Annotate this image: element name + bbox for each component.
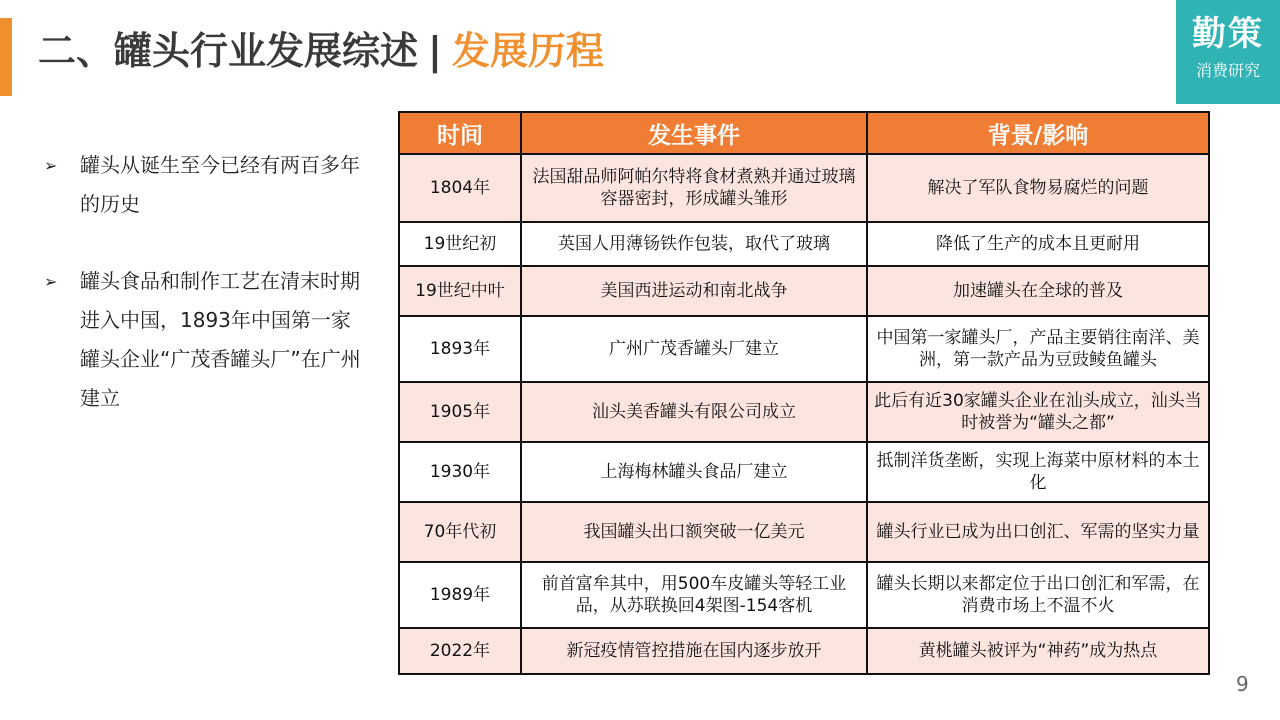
cell-time: 1905年: [399, 382, 521, 442]
title-main: 二、罐头行业发展综述: [38, 29, 419, 73]
cell-time: 2022年: [399, 628, 521, 674]
history-table: [398, 111, 1210, 675]
header-impact: 背景/影响: [867, 112, 1209, 154]
cell-impact: 此后有近30家罐头企业在汕头成立，汕头当时被誉为“罐头之都”: [867, 382, 1209, 442]
bullet-list: [44, 146, 364, 456]
table-row: [399, 266, 1209, 316]
logo-tagline: 消费研究: [1195, 61, 1260, 80]
cell-impact: 中国第一家罐头厂，产品主要销往南洋、美洲，第一款产品为豆豉鲮鱼罐头: [867, 316, 1209, 382]
header-event: 发生事件: [521, 112, 867, 154]
cell-event: 我国罐头出口额突破一亿美元: [521, 502, 867, 562]
brand-logo: [1176, 0, 1280, 104]
cell-impact: 加速罐头在全球的普及: [867, 266, 1209, 316]
cell-event: 广州广茂香罐头厂建立: [521, 316, 867, 382]
table-row: [399, 222, 1209, 266]
cell-event: 美国西进运动和南北战争: [521, 266, 867, 316]
title-subtitle: 发展历程: [451, 29, 604, 73]
page-title: [38, 26, 604, 76]
cell-impact: 黄桃罐头被评为“神药”成为热点: [867, 628, 1209, 674]
cell-event: 新冠疫情管控措施在国内逐步放开: [521, 628, 867, 674]
header-time: 时间: [399, 112, 521, 154]
table-row: [399, 628, 1209, 674]
table-row: [399, 502, 1209, 562]
table-row: [399, 154, 1209, 222]
table-row: [399, 382, 1209, 442]
cell-time: 70年代初: [399, 502, 521, 562]
page-number: 9: [1236, 672, 1249, 696]
cell-time: 1804年: [399, 154, 521, 222]
logo-name: 勤策: [1192, 14, 1264, 54]
cell-impact: 抵制洋货垄断，实现上海菜中原材料的本土化: [867, 442, 1209, 502]
title-separator: |: [428, 29, 442, 73]
cell-event: 英国人用薄钖铁作包装，取代了玻璃: [521, 222, 867, 266]
table-header-row: [399, 112, 1209, 154]
cell-event: 法国甜品师阿帕尔特将食材煮熟并通过玻璃容器密封，形成罐头雏形: [521, 154, 867, 222]
bullet-text: 罐头从诞生至今已经有两百多年的历史: [80, 153, 360, 216]
bullet-text: 罐头食品和制作工艺在清末时期进入中国，1893年中国第一家罐头企业“广茂香罐头厂”在广州建立: [80, 269, 361, 410]
cell-impact: 解决了军队食物易腐烂的问题: [867, 154, 1209, 222]
cell-time: 1893年: [399, 316, 521, 382]
cell-impact: 降低了生产的成本且更耐用: [867, 222, 1209, 266]
cell-impact: 罐头长期以来都定位于出口创汇和军需，在消费市场上不温不火: [867, 562, 1209, 628]
cell-time: 19世纪初: [399, 222, 521, 266]
cell-time: 1989年: [399, 562, 521, 628]
arrow-bullet-icon: ➢: [44, 156, 58, 175]
cell-event: 上海梅林罐头食品厂建立: [521, 442, 867, 502]
table-row: [399, 562, 1209, 628]
cell-time: 1930年: [399, 442, 521, 502]
table-row: [399, 442, 1209, 502]
cell-event: 前首富牟其中，用500车皮罐头等轻工业品，从苏联换回4架图-154客机: [521, 562, 867, 628]
cell-event: 汕头美香罐头有限公司成立: [521, 382, 867, 442]
arrow-bullet-icon: ➢: [44, 272, 58, 291]
title-accent-bar: [0, 18, 12, 96]
table-row: [399, 316, 1209, 382]
cell-impact: 罐头行业已成为出口创汇、军需的坚实力量: [867, 502, 1209, 562]
bullet-item: [44, 262, 364, 418]
bullet-item: [44, 146, 364, 224]
cell-time: 19世纪中叶: [399, 266, 521, 316]
